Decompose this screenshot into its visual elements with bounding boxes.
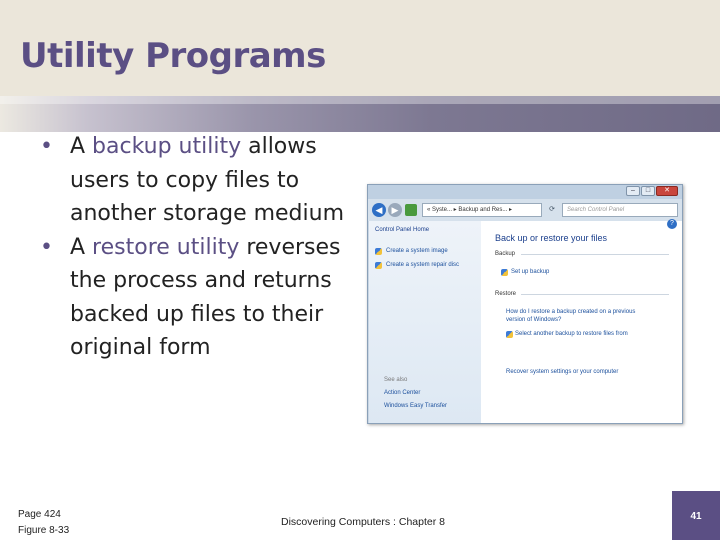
setup-backup-link: Set up backup	[511, 269, 550, 275]
action-center-link: Action Center	[384, 390, 421, 396]
refresh-icon: ⟳	[549, 206, 555, 213]
slide-number: 41	[672, 491, 720, 540]
shield-icon	[375, 262, 382, 269]
backup-divider	[521, 254, 669, 255]
bullet-backup	[40, 130, 350, 231]
window-titlebar	[368, 185, 682, 199]
bullet-text	[70, 231, 350, 365]
bullet-list	[40, 130, 350, 365]
figure-reference: Figure 8-33	[18, 525, 70, 536]
main-pane	[481, 221, 682, 423]
bullet-restore	[40, 231, 350, 365]
bullet-prefix: A	[70, 234, 93, 260]
see-also-label: See also	[384, 377, 408, 383]
bullet-term: backup utility	[92, 134, 242, 159]
address-bar	[368, 199, 682, 221]
shield-icon	[501, 269, 508, 276]
select-backup-link: Select another backup to restore files from	[515, 331, 628, 337]
create-repair-disc-link: Create a system repair disc	[386, 262, 460, 268]
search-input: Search Control Panel	[562, 203, 678, 217]
footer-course: Discovering Computers : Chapter 8	[281, 516, 445, 528]
bullet-text	[70, 130, 350, 231]
restore-section-label: Restore	[495, 291, 517, 297]
restore-previous-version-link-line1: How do I restore a backup created on a previous	[506, 309, 636, 315]
control-panel-home-link: Control Panel Home	[375, 227, 430, 233]
recover-settings-link: Recover system settings or your computer	[506, 369, 619, 375]
control-panel-icon	[405, 204, 417, 216]
breadcrumb-path: « Syste... ▸ Backup and Res... ▸	[422, 203, 542, 217]
forward-arrow-icon: ▶	[388, 203, 402, 217]
shield-icon	[506, 331, 513, 338]
bullet-rest: allows users to copy files to another storage medium	[70, 134, 345, 226]
minimize-icon: –	[626, 186, 640, 196]
back-arrow-icon: ◀	[372, 203, 386, 217]
maximize-icon: □	[641, 186, 655, 196]
footer-reference	[18, 507, 69, 539]
help-icon: ?	[667, 219, 677, 229]
page-reference: Page 424	[18, 509, 61, 520]
title-divider-highlight	[0, 96, 720, 104]
bullet-term: restore utility	[92, 234, 240, 260]
restore-divider	[521, 294, 669, 295]
close-icon: ✕	[656, 186, 678, 196]
bullet-prefix: A	[70, 134, 93, 159]
restore-previous-version-link-line2: version of Windows?	[506, 317, 562, 323]
create-system-image-link: Create a system image	[386, 248, 448, 254]
windows-easy-transfer-link: Windows Easy Transfer	[384, 403, 448, 409]
main-heading: Back up or restore your files	[495, 233, 608, 243]
backup-section-label: Backup	[495, 251, 516, 257]
bullet-rest: reverses the process and returns backed up files to their original form	[70, 234, 341, 360]
slide-title: Utility Programs	[20, 36, 326, 76]
task-pane	[369, 221, 481, 423]
bullet-dot: •	[40, 234, 53, 260]
backup-restore-window-screenshot	[367, 184, 683, 424]
shield-icon	[375, 248, 382, 255]
bullet-dot: •	[40, 134, 53, 159]
